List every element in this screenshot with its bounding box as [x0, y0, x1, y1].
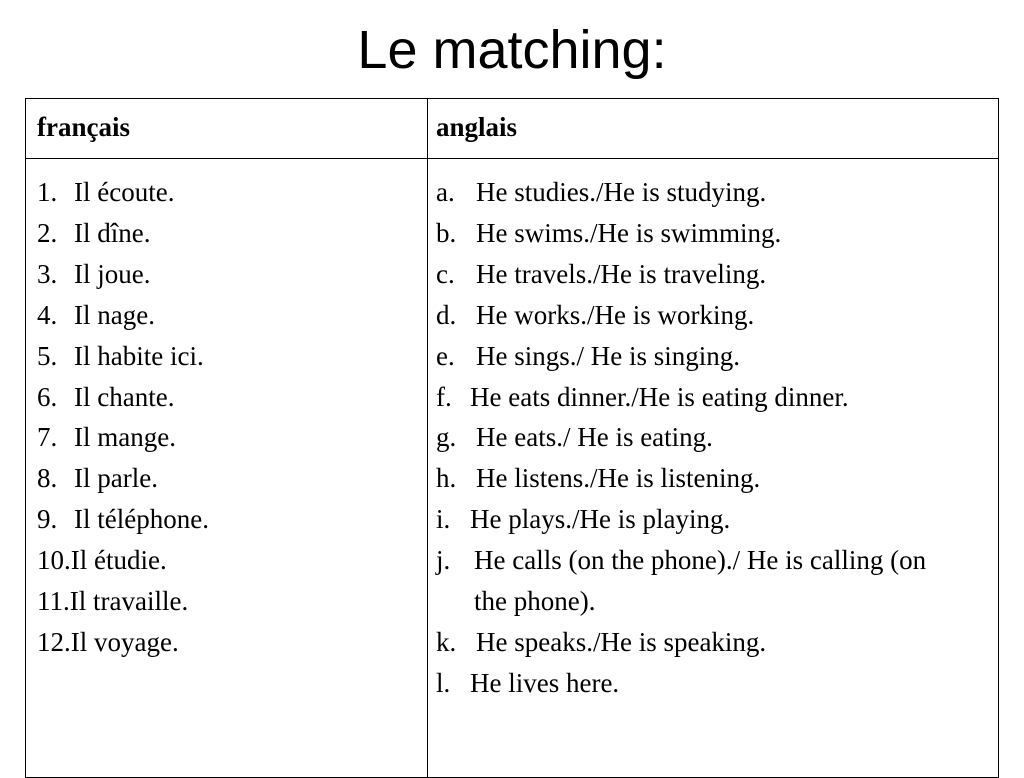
french-item	[37, 417, 209, 458]
english-item	[436, 172, 954, 213]
english-item	[436, 663, 954, 704]
english-item	[436, 295, 954, 336]
item-number: 2.	[37, 217, 58, 248]
french-item	[37, 499, 209, 540]
french-sentence: Il habite ici.	[74, 340, 204, 371]
column-divider	[427, 99, 428, 777]
english-item	[436, 622, 954, 663]
english-sentence: He swims./He is swimming.	[476, 217, 782, 248]
item-number: 7.	[37, 422, 58, 453]
french-item	[37, 254, 209, 295]
english-sentence: He speaks./He is speaking.	[476, 626, 767, 657]
english-item	[436, 499, 954, 540]
english-sentence: He sings./ He is singing.	[476, 340, 741, 371]
french-sentence: Il joue.	[74, 258, 151, 289]
french-sentence: Il mange.	[74, 422, 176, 453]
english-sentence: He listens./He is listening.	[476, 463, 761, 494]
english-sentence: He eats./ He is eating.	[476, 422, 713, 453]
item-number: 1.	[37, 177, 58, 207]
french-item	[37, 172, 209, 213]
item-number: 8.	[37, 463, 58, 494]
french-sentence: Il écoute.	[74, 177, 175, 207]
item-letter: g.	[436, 422, 457, 453]
item-number: 4.	[37, 299, 58, 330]
french-sentence: Il parle.	[74, 463, 158, 494]
item-letter: l.	[436, 667, 451, 698]
english-sentence: He lives here.	[470, 667, 620, 698]
french-sentence: Il dîne.	[74, 217, 151, 248]
english-item	[436, 377, 954, 418]
item-number: 6.	[37, 381, 58, 412]
item-number: 11.	[37, 586, 70, 617]
english-item	[436, 254, 954, 295]
item-letter: a.	[436, 177, 455, 207]
french-sentence: Il voyage.	[70, 626, 179, 657]
french-item	[37, 213, 209, 254]
english-sentence: He travels./He is traveling.	[476, 258, 767, 289]
french-item	[37, 336, 209, 377]
french-item	[37, 377, 209, 418]
item-letter: b.	[436, 217, 457, 248]
english-item	[436, 540, 954, 622]
french-sentence: Il chante.	[74, 381, 175, 412]
english-sentence: He works./He is working.	[476, 299, 755, 330]
english-item	[436, 336, 954, 377]
item-number: 12.	[37, 626, 71, 657]
item-number: 9.	[37, 504, 58, 535]
french-item	[37, 581, 209, 622]
english-item	[436, 213, 954, 254]
matching-table	[25, 98, 999, 778]
item-letter: i.	[436, 504, 451, 535]
french-item	[37, 622, 209, 663]
item-letter: e.	[436, 340, 455, 371]
french-sentence: Il travaille.	[69, 586, 189, 617]
item-letter: f.	[436, 381, 452, 412]
item-number: 10.	[37, 545, 71, 576]
english-list	[436, 172, 954, 704]
french-list	[37, 172, 209, 663]
slide-title: Le matching:	[357, 20, 667, 80]
french-item	[37, 540, 209, 581]
english-sentence: He calls (on the phone)./ He is calling (on the phone).	[474, 545, 927, 617]
english-sentence: He plays./He is playing.	[470, 504, 731, 535]
english-sentence: He eats dinner./He is eating dinner.	[470, 381, 849, 412]
english-item	[436, 458, 954, 499]
item-letter: j.	[436, 545, 451, 576]
french-sentence: Il étudie.	[70, 545, 167, 576]
french-item	[37, 295, 209, 336]
item-letter: k.	[436, 626, 457, 657]
french-item	[37, 458, 209, 499]
english-sentence: He studies./He is studying.	[476, 177, 767, 207]
item-number: 3.	[37, 258, 58, 289]
header-french: français	[37, 112, 130, 142]
item-letter: c.	[436, 258, 455, 289]
english-item	[436, 417, 954, 458]
header-divider	[26, 158, 998, 159]
item-letter: d.	[436, 299, 457, 330]
item-letter: h.	[436, 463, 457, 494]
french-sentence: Il téléphone.	[74, 504, 209, 535]
french-sentence: Il nage.	[74, 299, 155, 330]
item-number: 5.	[37, 340, 58, 371]
header-english: anglais	[436, 112, 518, 142]
